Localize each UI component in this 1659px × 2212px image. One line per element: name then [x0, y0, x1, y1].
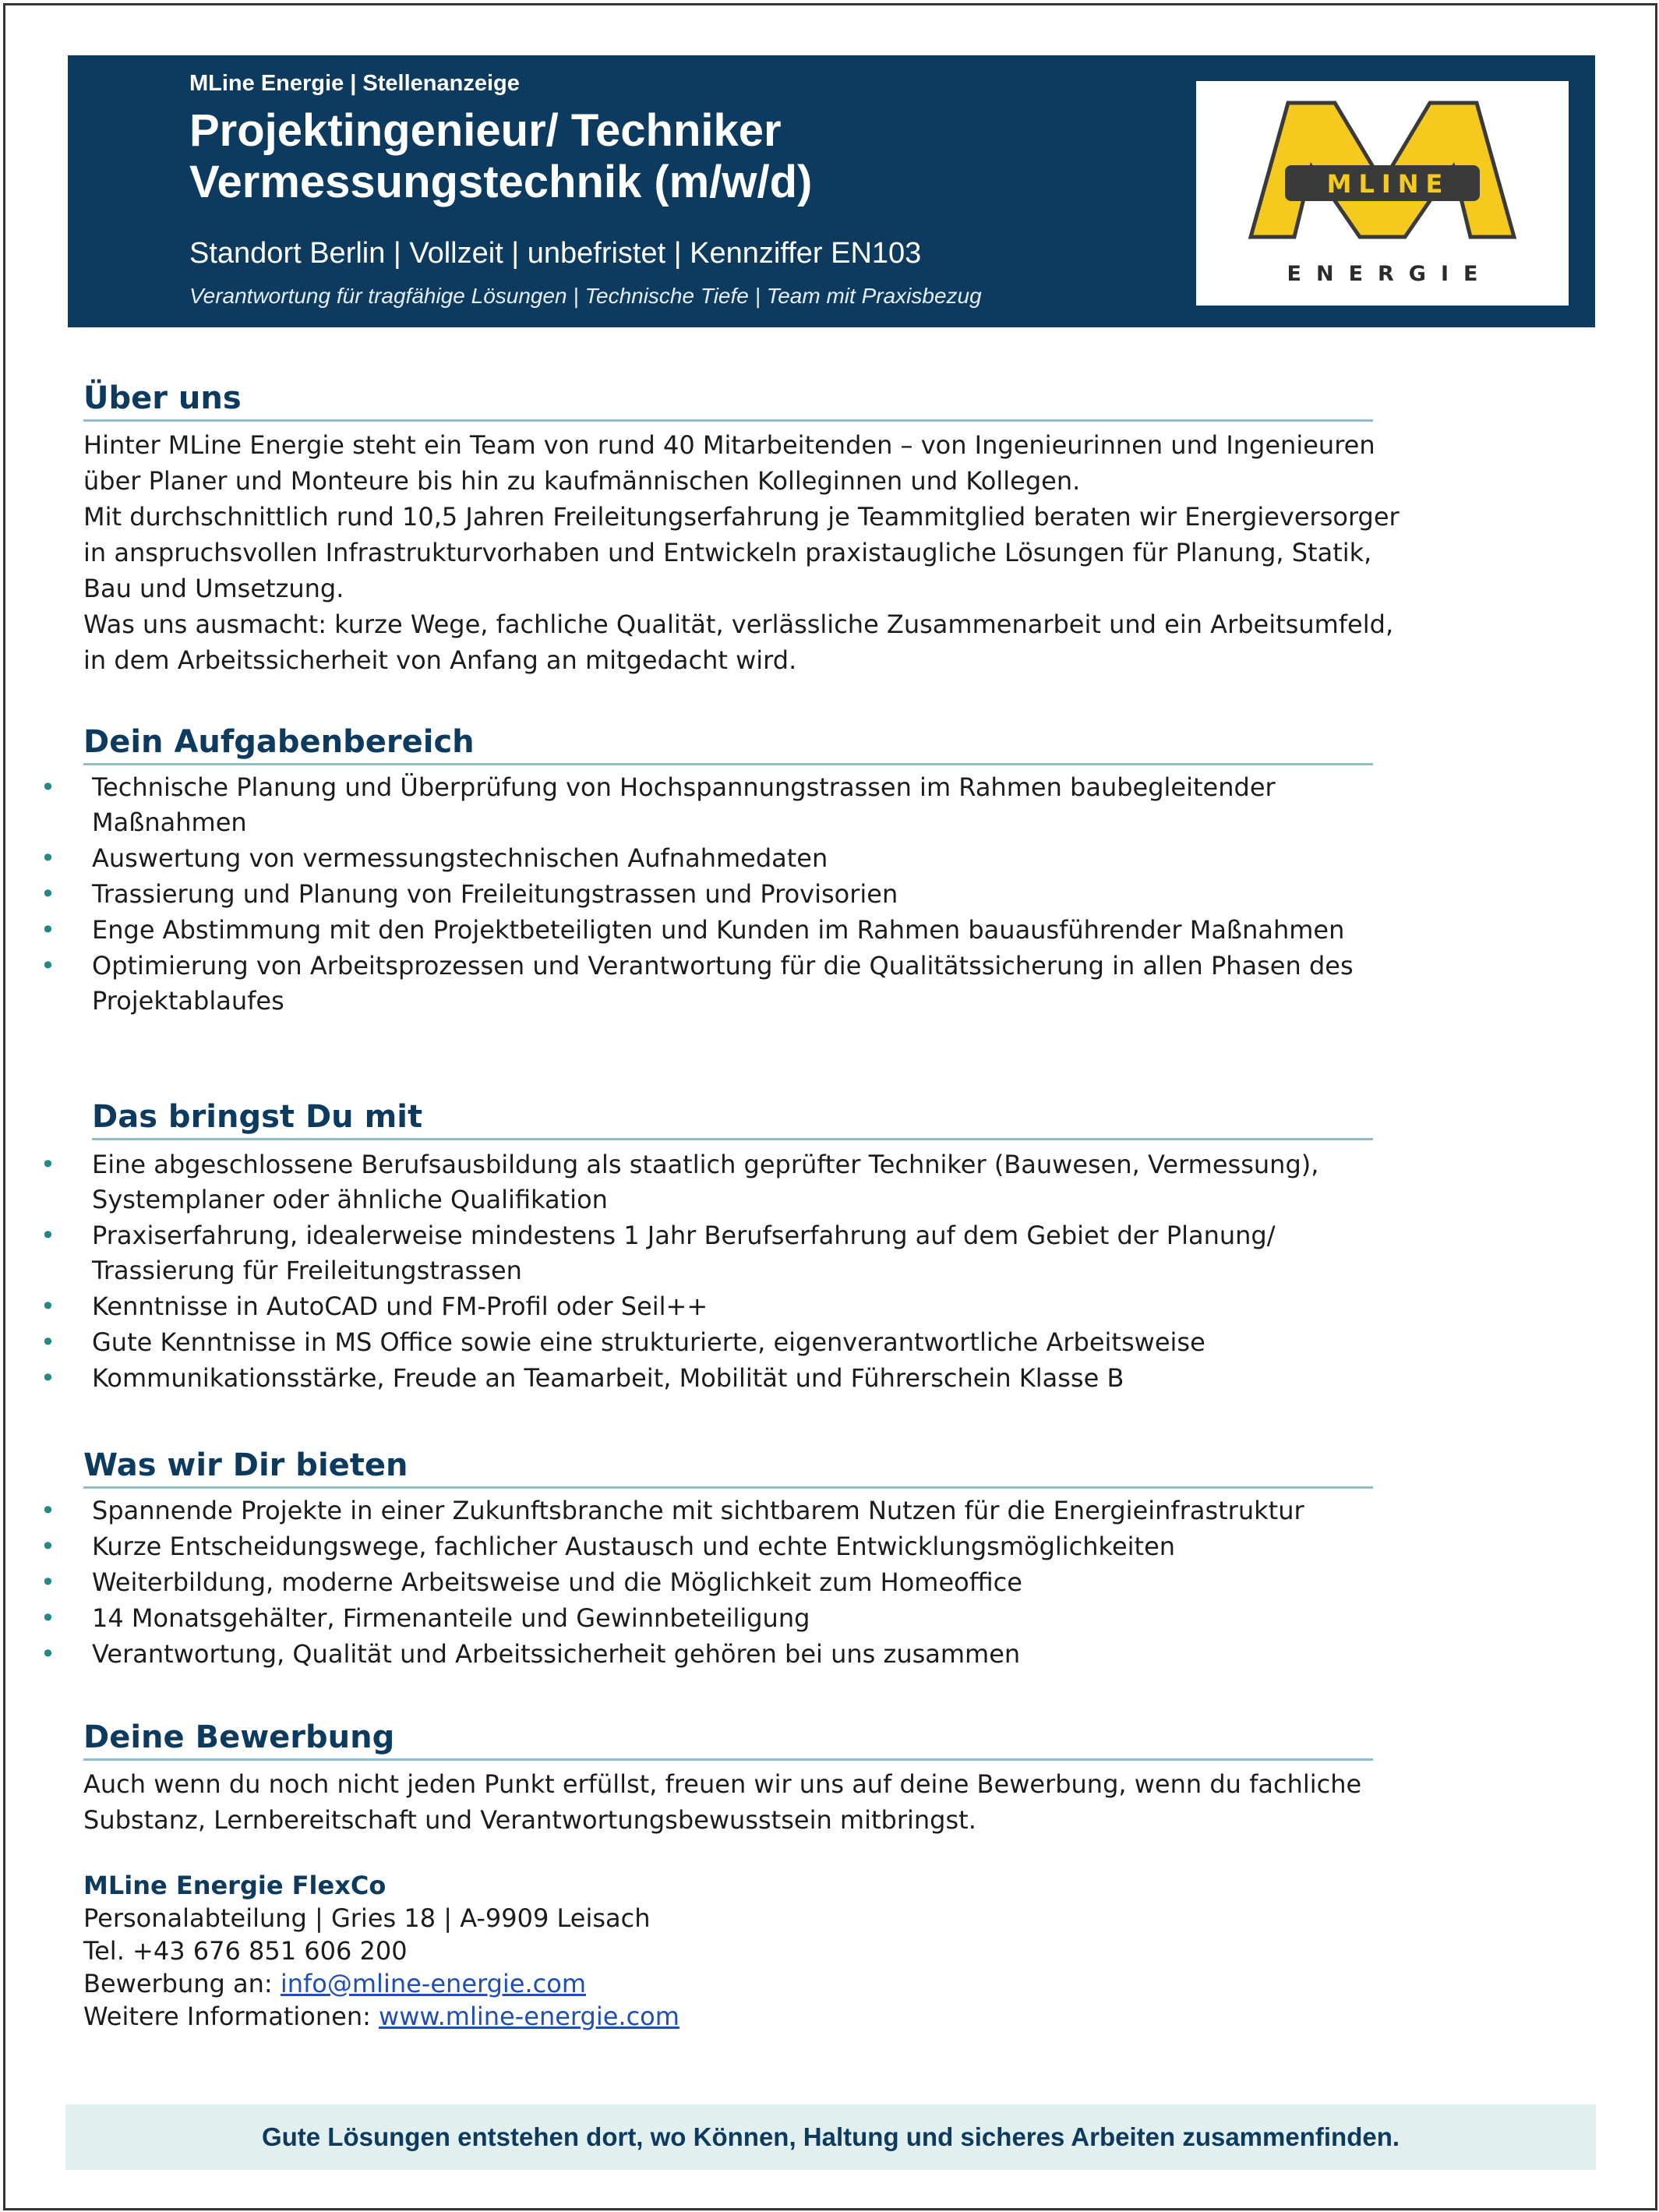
- list-item: • Praxiserfahrung, idealerweise mindestens 1 Jahr Berufserfahrung auf dem Gebiet der Planung/ Trassierung für Freileitungstrassen: [0, 1218, 1418, 1288]
- section-heading-tasks: Dein Aufgabenbereich: [83, 723, 1373, 765]
- about-text: [83, 427, 1408, 678]
- about-paragraph: Was uns ausmacht: kurze Wege, fachliche Qualität, verlässliche Zusammenarbeit und ein Arbeitsumfeld, in dem Arbeitssicherheit von Anfang an mitgedacht wird.: [83, 610, 1394, 675]
- contact-website-line: [83, 2000, 679, 2033]
- footer-banner: [65, 2104, 1596, 2170]
- list-item: • Kenntnisse in AutoCAD und FM-Profil oder Seil++: [0, 1289, 1418, 1324]
- contact-block: [83, 1869, 679, 2033]
- list-item: • 14 Monatsgehälter, Firmenanteile und Gewinnbeteiligung: [0, 1601, 1418, 1636]
- list-item: • Auswertung von vermessungstechnischen Aufnahmedaten: [0, 841, 1418, 876]
- list-item: • Spannende Projekte in einer Zukunftsbranche mit sichtbarem Nutzen für die Energieinfrastruktur: [0, 1493, 1418, 1528]
- logo-wordmark: MLINE: [1326, 169, 1450, 199]
- company-logo: [1196, 81, 1569, 306]
- contact-email-line: [83, 1967, 679, 2000]
- list-item: • Kurze Entscheidungswege, fachlicher Austausch und echte Entwicklungsmöglichkeiten: [0, 1529, 1418, 1564]
- offer-list: [0, 1493, 1418, 1673]
- section-heading-about: Über uns: [83, 379, 1373, 422]
- contact-email-link[interactable]: info@mline-energie.com: [280, 1969, 586, 1998]
- contact-email-label: Bewerbung an:: [83, 1969, 281, 1998]
- contact-address: Personalabteilung | Gries 18 | A-9909 Leisach: [83, 1903, 651, 1933]
- contact-company: MLine Energie FlexCo: [83, 1871, 387, 1900]
- list-item: • Optimierung von Arbeitsprozessen und Verantwortung für die Qualitätssicherung in allen Phasen des Projektablaufes: [0, 949, 1418, 1019]
- job-title-line2: Vermessungstechnik (m/w/d): [189, 157, 813, 207]
- contact-phone: Tel. +43 676 851 606 200: [83, 1936, 408, 1966]
- list-item: • Eine abgeschlossene Berufsausbildung als staatlich geprüfter Techniker (Bauwesen, Vermessung), Systemplaner oder ähnliche Qualifikation: [0, 1147, 1418, 1217]
- header-banner: [68, 55, 1595, 327]
- section-heading-profile: Das bringst Du mit: [92, 1097, 1373, 1140]
- footer-slogan: Gute Lösungen entstehen dort, wo Können, Haltung und sicheres Arbeiten zusammenfinden.: [261, 2122, 1400, 2151]
- tasks-list: [0, 770, 1418, 1019]
- list-item: • Technische Planung und Überprüfung von Hochspannungstrassen im Rahmen baubegleitender Maßnahmen: [0, 770, 1418, 840]
- about-paragraph: Hinter MLine Energie steht ein Team von rund 40 Mitarbeitenden – von Ingenieurinnen und Ingenieuren über Planer und Monteure bis hin zu kaufmännischen Kolleginnen und Kollegen.: [83, 430, 1375, 496]
- section-heading-offer: Was wir Dir bieten: [83, 1446, 1373, 1489]
- header-kicker: MLine Energie | Stellenanzeige: [189, 71, 520, 96]
- about-paragraph: Mit durchschnittlich rund 10,5 Jahren Freileitungserfahrung je Teammitglied beraten wir Energieversorger in anspruchsvollen Infrastrukturvorhaben und Entwickeln praxistaugliche Lösungen für Planung, Statik, Bau und Umsetzung.: [83, 502, 1400, 603]
- job-title: [189, 105, 812, 208]
- job-tagline: Verantwortung für tragfähige Lösungen | Technische Tiefe | Team mit Praxisbezug: [189, 284, 982, 308]
- job-title-line1: Projektingenieur/ Techniker: [189, 105, 782, 156]
- job-subtitle: Standort Berlin | Vollzeit | unbefristet | Kennziffer EN103: [189, 237, 922, 270]
- section-heading-application: Deine Bewerbung: [83, 1718, 1373, 1761]
- list-item: • Trassierung und Planung von Freileitungstrassen und Provisorien: [0, 877, 1418, 912]
- list-item: • Gute Kenntnisse in MS Office sowie eine strukturierte, eigenverantwortliche Arbeitsweise: [0, 1325, 1418, 1360]
- logo-subtext: ENERGIE: [1287, 262, 1493, 286]
- list-item: • Enge Abstimmung mit den Projektbeteiligten und Kunden im Rahmen bauausführender Maßnahmen: [0, 913, 1418, 948]
- list-item: • Weiterbildung, moderne Arbeitsweise und die Möglichkeit zum Homeoffice: [0, 1565, 1418, 1600]
- profile-list: [0, 1147, 1418, 1397]
- list-item: • Verantwortung, Qualität und Arbeitssicherheit gehören bei uns zusammen: [0, 1637, 1418, 1672]
- application-text: Auch wenn du noch nicht jeden Punkt erfüllst, freuen wir uns auf deine Bewerbung, wenn du fachliche Substanz, Lernbereitschaft und Verantwortungsbewusstsein mitbringst.: [83, 1769, 1362, 1835]
- contact-website-link[interactable]: www.mline-energie.com: [379, 2002, 679, 2031]
- contact-website-label: Weitere Informationen:: [83, 2002, 379, 2031]
- list-item: • Kommunikationsstärke, Freude an Teamarbeit, Mobilität und Führerschein Klasse B: [0, 1361, 1418, 1396]
